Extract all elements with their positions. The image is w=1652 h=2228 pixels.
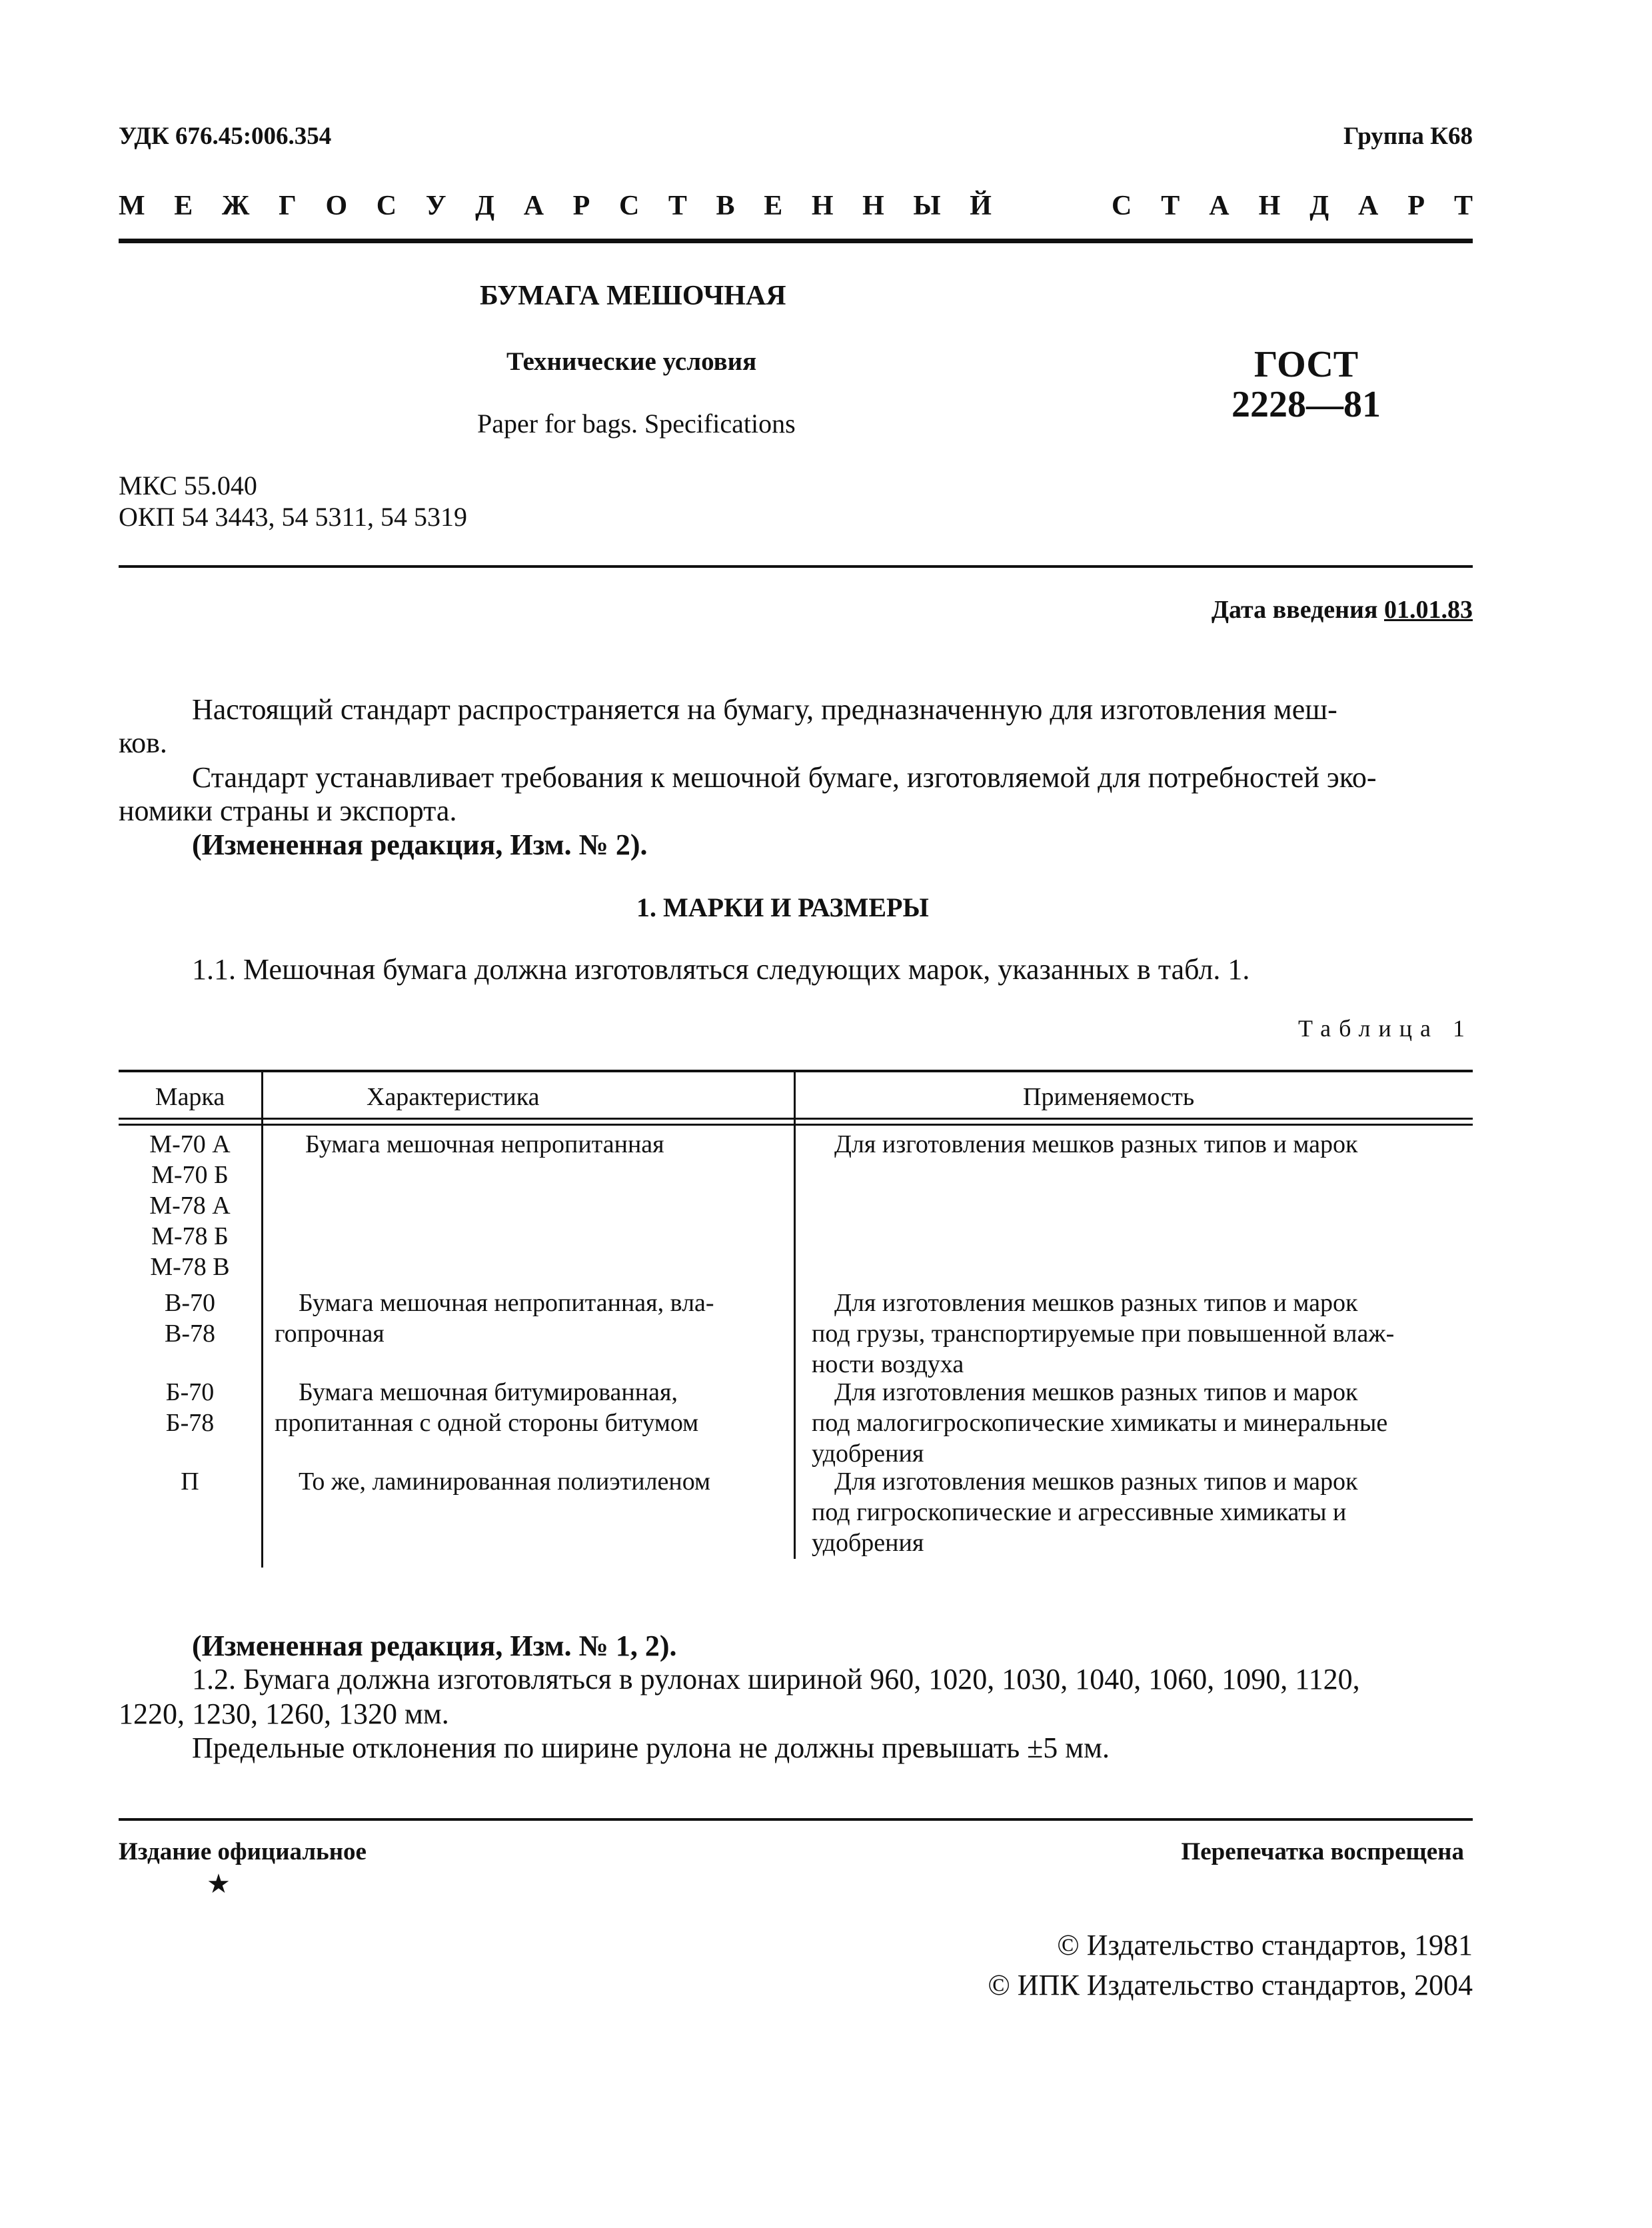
header-rule bbox=[119, 239, 1473, 243]
gost-number: 2228—81 bbox=[1232, 384, 1381, 425]
mks-code: МКС 55.040 bbox=[119, 471, 257, 501]
star-icon: ★ bbox=[207, 1869, 231, 1899]
doc-subtitle: Технические условия bbox=[506, 347, 757, 376]
copyright-2004: © ИПК Издательство стандартов, 2004 bbox=[988, 1969, 1473, 2001]
table-label: Таблица 1 bbox=[1298, 1015, 1473, 1042]
section-heading: 1. МАРКИ И РАЗМЕРЫ bbox=[636, 892, 929, 922]
characteristic-line: Бумага мешочная битумированная, bbox=[299, 1378, 678, 1406]
table-row-4-applicability bbox=[812, 1466, 1458, 1558]
grade: Б-70 bbox=[165, 1378, 215, 1406]
doc-english-title: Paper for bags. Specifications bbox=[477, 409, 796, 439]
intro-date-value: 01.01.83 bbox=[1384, 596, 1473, 624]
table-header-rule-2 bbox=[119, 1124, 1473, 1126]
applicability-line: Для изготовления мешков разных типов и марок bbox=[834, 1289, 1358, 1317]
table-row-4-characteristic bbox=[275, 1466, 768, 1497]
grade: М-78 В bbox=[150, 1253, 230, 1281]
table-row-1-grades bbox=[119, 1129, 261, 1282]
group-code: Группа К68 bbox=[1343, 123, 1473, 150]
applicability-line: под гигроскопические и агрессивные химикаты и bbox=[812, 1498, 1347, 1526]
applicability-line: Для изготовления мешков разных типов и марок bbox=[834, 1468, 1358, 1496]
clause-1-1: 1.1. Мешочная бумага должна изготовляться следующих марок, указанных в табл. 1. bbox=[192, 953, 1250, 986]
grade: М-70 А bbox=[149, 1130, 231, 1158]
intro-p1-line2: ков. bbox=[119, 726, 167, 759]
applicability-line: удобрения bbox=[812, 1440, 924, 1468]
table-row-1-characteristic bbox=[305, 1129, 772, 1160]
table-row-2-characteristic bbox=[275, 1288, 768, 1349]
table-row-2-grades bbox=[119, 1288, 261, 1349]
grade: В-78 bbox=[165, 1320, 215, 1348]
table-header-grade: Марка bbox=[155, 1083, 225, 1111]
intro-p2-line1: Стандарт устанавливает требования к мешочной бумаге, изготовляемой для потребностей эко- bbox=[192, 761, 1377, 794]
intro-p1-line1: Настоящий стандарт распространяется на бумагу, предназначенную для изготовления меш- bbox=[192, 693, 1337, 726]
clause-1-2-line1: 1.2. Бумага должна изготовляться в рулонах шириной 960, 1020, 1030, 1040, 1060, 1090, 1120, bbox=[192, 1663, 1360, 1695]
doc-title: БУМАГА МЕШОЧНАЯ bbox=[480, 281, 786, 311]
grade: М-78 А bbox=[149, 1192, 231, 1220]
table-row-1-applicability bbox=[834, 1129, 1457, 1160]
grade: В-70 bbox=[165, 1289, 215, 1317]
table-row-3-characteristic bbox=[275, 1377, 768, 1438]
characteristic-line: Бумага мешочная непропитанная, вла- bbox=[299, 1289, 714, 1317]
grade: П bbox=[181, 1468, 199, 1496]
applicability-line: под малогигроскопические химикаты и минеральные bbox=[812, 1409, 1388, 1437]
table-col-divider-1 bbox=[261, 1071, 263, 1568]
official-edition: Издание официальное bbox=[119, 1838, 367, 1865]
table-amendment: (Измененная редакция, Изм. № 1, 2). bbox=[192, 1630, 677, 1662]
clause-1-2-line2: 1220, 1230, 1260, 1320 мм. bbox=[119, 1697, 449, 1730]
characteristic-line: Бумага мешочная непропитанная bbox=[305, 1130, 664, 1158]
intro-date bbox=[1212, 595, 1473, 624]
gost-label: ГОСТ bbox=[1253, 344, 1359, 385]
grade: М-70 Б bbox=[151, 1161, 229, 1189]
table-row-2-applicability bbox=[812, 1288, 1458, 1380]
copyright-1981: © Издательство стандартов, 1981 bbox=[1057, 1929, 1473, 1961]
okp-code: ОКП 54 3443, 54 5311, 54 5319 bbox=[119, 502, 467, 532]
table-row-4-grades bbox=[119, 1466, 261, 1497]
applicability-line: удобрения bbox=[812, 1529, 924, 1557]
applicability-line: Для изготовления мешков разных типов и марок bbox=[834, 1378, 1358, 1406]
characteristic-line: пропитанная с одной стороны битумом bbox=[275, 1409, 699, 1437]
table-top-rule bbox=[119, 1070, 1473, 1072]
table-header-characteristic: Характеристика bbox=[367, 1083, 540, 1111]
table-row-3-applicability bbox=[812, 1377, 1458, 1469]
table-header-applicability: Применяемость bbox=[1023, 1083, 1195, 1111]
characteristic-line: гопрочная bbox=[275, 1320, 385, 1348]
footer-rule bbox=[119, 1818, 1473, 1821]
intro-p2-line2: номики страны и экспорта. bbox=[119, 794, 457, 827]
characteristic-line: То же, ламинированная полиэтиленом bbox=[299, 1468, 711, 1496]
table-header-rule-1 bbox=[119, 1118, 1473, 1120]
applicability-line: под грузы, транспортируемые при повышенной влаж- bbox=[812, 1320, 1395, 1348]
applicability-line: Для изготовления мешков разных типов и марок bbox=[834, 1130, 1358, 1158]
title-rule bbox=[119, 565, 1473, 568]
grade: М-78 Б bbox=[151, 1222, 229, 1250]
tolerance-text: Предельные отклонения по ширине рулона не должны превышать ±5 мм. bbox=[192, 1731, 1110, 1764]
udk-code: УДК 676.45:006.354 bbox=[119, 123, 332, 150]
intro-amendment: (Измененная редакция, Изм. № 2). bbox=[192, 828, 648, 861]
table-col-divider-2 bbox=[794, 1071, 796, 1559]
interstate-word: М Е Ж Г О С У Д А Р С Т В Е Н Н Ы Й bbox=[119, 191, 992, 221]
intro-date-label: Дата введения bbox=[1211, 596, 1378, 624]
standard-word: С Т А Н Д А Р Т bbox=[1112, 191, 1473, 221]
grade: Б-78 bbox=[165, 1409, 215, 1437]
table-row-3-grades bbox=[119, 1377, 261, 1438]
reprint-notice: Перепечатка воспрещена bbox=[1181, 1838, 1464, 1865]
applicability-line: ности воздуха bbox=[812, 1350, 964, 1378]
